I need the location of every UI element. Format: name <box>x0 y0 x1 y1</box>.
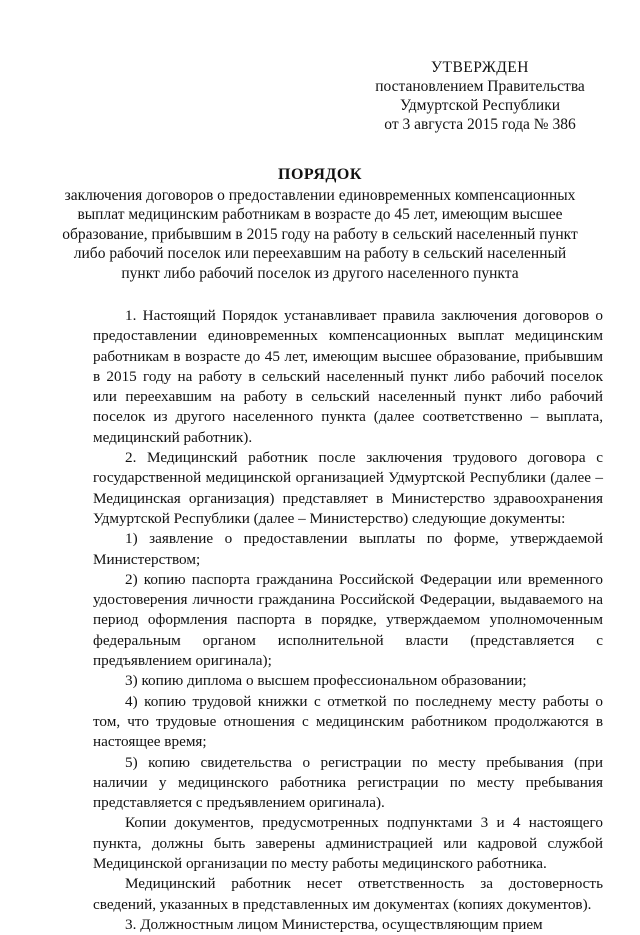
document-heading: ПОРЯДОК <box>278 166 362 183</box>
document-subtitle: заключения договоров о предоставлении единовременных компенсационных выплат медицинским работникам в возрасте до 45 лет, имеющим высшее образование, прибывшим в 2015 году на работу в сельский населенный пункт либо рабочий поселок или переехавшим на работу в сельский населенный пункт либо рабочий поселок из другого населенного пункта <box>62 186 578 282</box>
paragraph: 3. Должностным лицом Министерства, осуществляющим прием <box>125 915 543 933</box>
paragraph: 5) копию свидетельства о регистрации по месту пребывания (при наличии у медицинского работника регистрации по месту пребывания представляется с предъявлением оригинала). <box>93 753 603 812</box>
approval-stamp-block <box>360 58 600 134</box>
paragraph: 1) заявление о предоставлении выплаты по форме, утверждаемой Министерством; <box>93 530 603 568</box>
paragraph: 1. Настоящий Порядок устанавливает правила заключения договоров о предоставлении единовременных компенсационных выплат медицинским работникам в возрасте до 45 лет, имеющим высшее образование, прибывшим в 2015 году на работу в сельский населенный пункт либо рабочий поселок или переехавшим на работу в сельский населенный пункт либо рабочий поселок из другого населенного пункта (далее соответственно – выплата, медицинский работник). <box>93 307 603 446</box>
paragraph: Копии документов, предусмотренных подпунктами 3 и 4 настоящего пункта, должны быть заверены администрацией или кадровой службой Медицинской организации по месту работы медицинского работника. <box>93 814 603 873</box>
document-body <box>93 306 603 935</box>
paragraph: 3) копию диплома о высшем профессиональном образовании; <box>125 672 527 690</box>
approval-stamp: УТВЕРЖДЕН <box>431 59 529 76</box>
paragraph: 2. Медицинский работник после заключения трудового договора с государственной медицинской организацией Удмуртской Республики (далее – Медицинская организация) представляет в Министерство здравоохранения Удмуртской Республики (далее – Министерство) следующие документы: <box>93 449 603 527</box>
approval-line-2: Удмуртской Республики <box>399 97 561 114</box>
approval-line-3: от 3 августа 2015 года № 386 <box>384 116 576 133</box>
document-title-block <box>60 165 580 283</box>
approval-line-1: постановлением Правительства <box>375 78 585 95</box>
paragraph: Медицинский работник несет ответственность за достоверность сведений, указанных в представленных им документах (копиях документов). <box>93 875 603 913</box>
paragraph: 4) копию трудовой книжки с отметкой по последнему месту работы о том, что трудовые отношения с медицинским работником продолжаются в настоящее время; <box>93 692 603 751</box>
paragraph: 2) копию паспорта гражданина Российской Федерации или временного удостоверения личности гражданина Российской Федерации, выдаваемого на период оформления паспорта в порядке, утверждаемом уполномоченным федеральным органом исполнительной власти (представляется с предъявлением оригинала); <box>93 570 603 670</box>
